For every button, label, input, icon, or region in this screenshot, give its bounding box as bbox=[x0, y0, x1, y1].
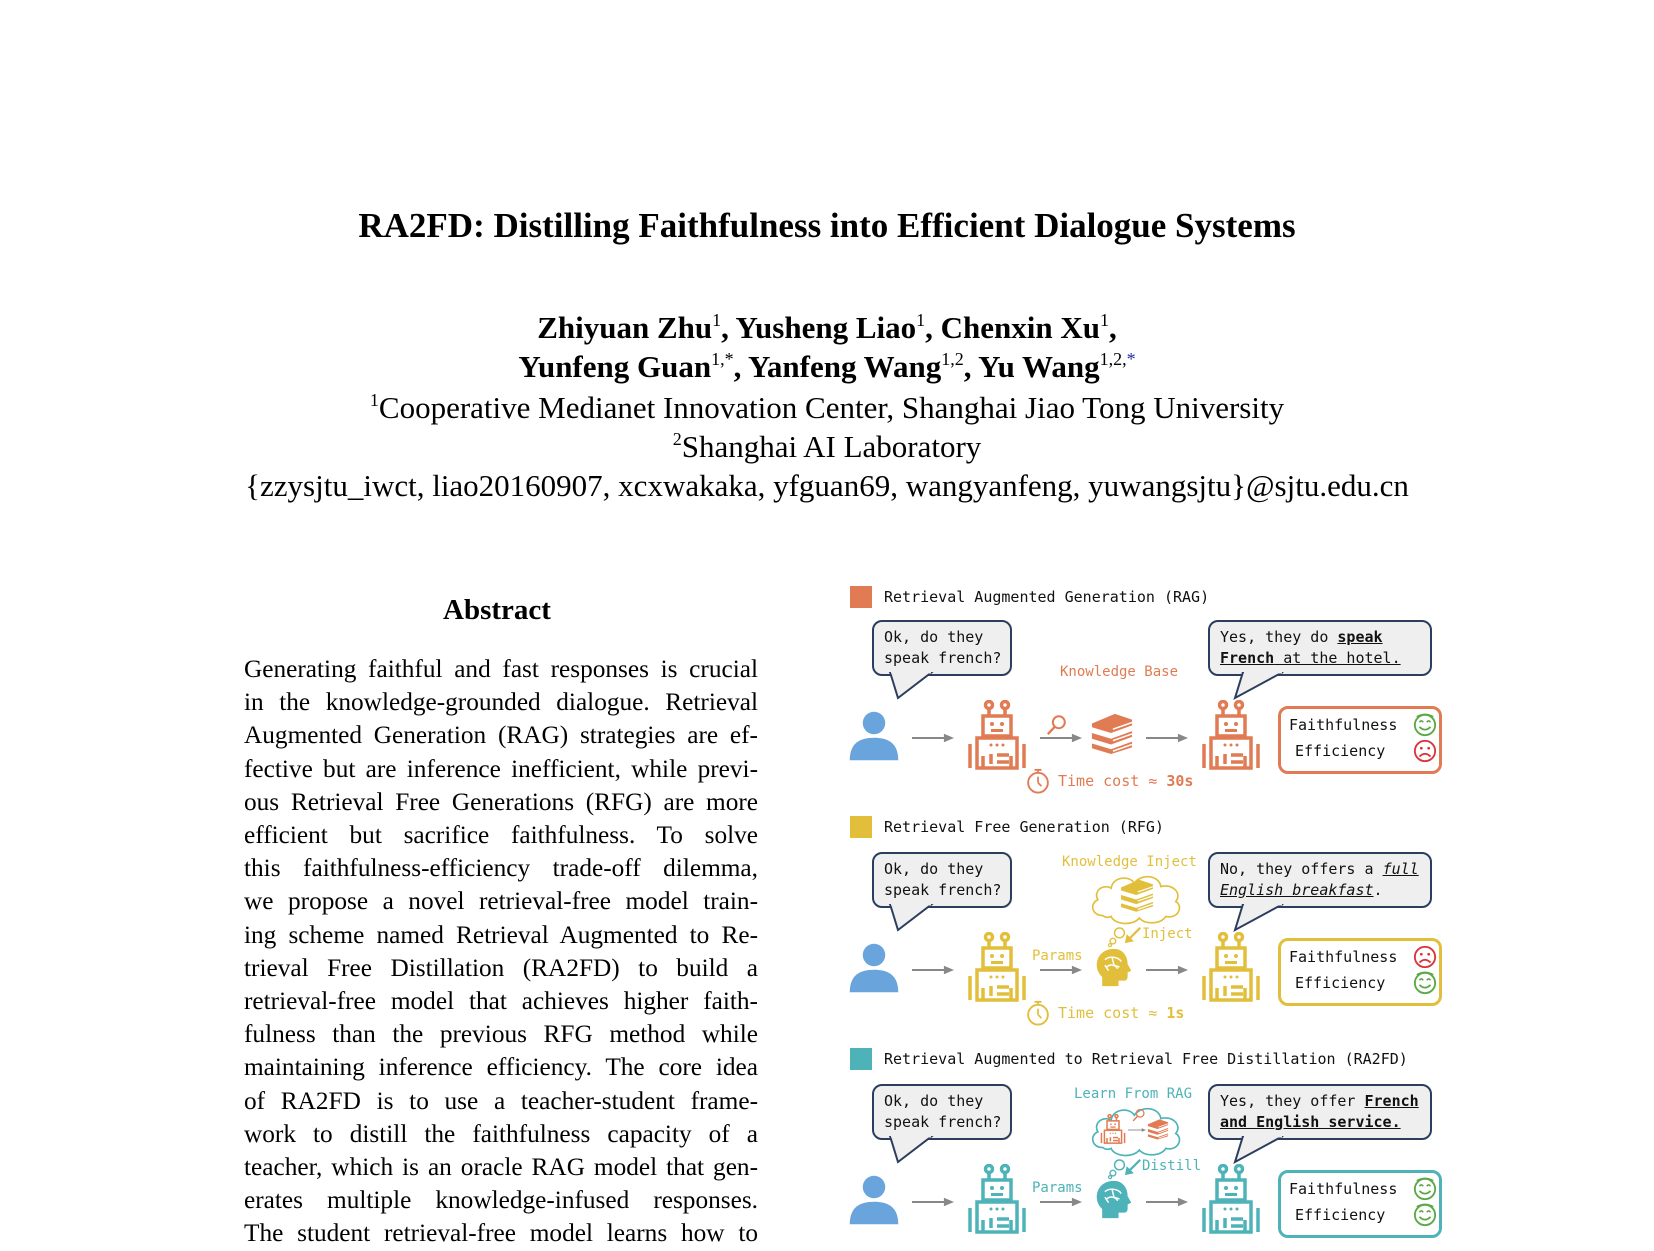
time-cost-value: 1s bbox=[1166, 1004, 1185, 1022]
user-question-bubble bbox=[872, 1084, 1012, 1140]
answer-emphasis: speak bbox=[1337, 628, 1383, 646]
bubble-line bbox=[1220, 1091, 1420, 1112]
author-affil-sup-text: 1,2, bbox=[1099, 349, 1127, 369]
arrow-icon bbox=[1128, 1126, 1146, 1134]
faithfulness-row bbox=[1289, 716, 1397, 734]
arrow-icon bbox=[1040, 964, 1082, 976]
robot-icon bbox=[966, 1164, 1028, 1234]
happy-face-icon bbox=[1413, 713, 1437, 737]
faithfulness-row bbox=[1289, 948, 1397, 966]
bubble-tail bbox=[1233, 1136, 1293, 1166]
knowledge-base-label: Knowledge Base bbox=[1060, 664, 1179, 680]
abstract-line: Generating faithful and fast responses is crucial bbox=[244, 655, 758, 683]
ra2fd-title: Retrieval Augmented to Retrieval Free Distillation (RA2FD) bbox=[884, 1050, 1408, 1068]
brain-head-icon bbox=[1094, 1178, 1134, 1220]
distill-label: Distill bbox=[1142, 1158, 1202, 1174]
bot-answer-bubble bbox=[1208, 620, 1432, 676]
affiliation-1 bbox=[0, 388, 1654, 427]
author-affil-sup: 1,2 bbox=[941, 349, 964, 369]
ra2fd-metric-box bbox=[1278, 1170, 1442, 1238]
arrow-icon bbox=[912, 732, 954, 744]
books-icon bbox=[1088, 712, 1136, 754]
inject-label: Inject bbox=[1142, 926, 1193, 942]
bubble-tail bbox=[1233, 672, 1293, 702]
user-icon bbox=[848, 942, 900, 994]
author-name: Chenxin Xu bbox=[940, 310, 1101, 345]
abstract-line: fulness than the previous RFG method while bbox=[244, 1020, 758, 1049]
books-icon bbox=[1146, 1118, 1170, 1140]
affiliation-text: Shanghai AI Laboratory bbox=[681, 429, 982, 464]
efficiency-row bbox=[1295, 742, 1385, 760]
abstract-body bbox=[244, 653, 758, 1251]
books-icon bbox=[1118, 878, 1156, 912]
answer-text: No, they offers a bbox=[1220, 860, 1383, 878]
rag-color-swatch bbox=[850, 586, 872, 608]
bubble-tail bbox=[1233, 904, 1293, 934]
bot-answer-bubble bbox=[1208, 1084, 1432, 1140]
arrow-icon bbox=[912, 1196, 954, 1208]
bubble-line bbox=[1220, 1112, 1420, 1133]
arrow-icon bbox=[1146, 1196, 1188, 1208]
bubble-line: speak french? bbox=[884, 649, 1002, 667]
rfg-time-cost bbox=[1026, 1000, 1184, 1026]
arrow-icon bbox=[1146, 732, 1188, 744]
search-icon bbox=[1132, 1108, 1146, 1122]
answer-emphasis: and English service. bbox=[1220, 1113, 1401, 1131]
faithfulness-row bbox=[1289, 1180, 1397, 1198]
author-affil-sup: 1 bbox=[1100, 310, 1110, 330]
abstract-line: in the knowledge-grounded dialogue. Retrieval bbox=[244, 688, 758, 717]
bubble-tail bbox=[888, 904, 938, 934]
bubble-line bbox=[1220, 880, 1420, 901]
happy-face-icon bbox=[1413, 971, 1437, 995]
efficiency-label: Efficiency bbox=[1295, 974, 1386, 992]
bubble-line bbox=[1220, 627, 1420, 648]
abstract-line: retrieval-free model that achieves higher faith- bbox=[244, 987, 758, 1016]
author-affil-sup bbox=[1100, 349, 1136, 369]
author-name: Yunfeng Guan bbox=[518, 349, 712, 384]
author-affil-sup: 1 bbox=[712, 310, 722, 330]
abstract-line: ous Retrieval Free Generations (RFG) are more bbox=[244, 787, 758, 816]
abstract-line: fective but are inference inefficient, while previ- bbox=[244, 754, 758, 783]
faithfulness-label: Faithfulness bbox=[1289, 716, 1398, 734]
answer-text: Yes, they offer bbox=[1220, 1092, 1365, 1110]
rag-header bbox=[850, 586, 1209, 608]
affiliation-2 bbox=[0, 427, 1654, 466]
answer-text: . bbox=[1373, 881, 1383, 899]
bubble-line: Ok, do they bbox=[884, 628, 984, 646]
bot-answer-bubble bbox=[1208, 852, 1432, 908]
abstract-line: of RA2FD is to use a teacher-student frame- bbox=[244, 1086, 758, 1115]
abstract-heading: Abstract bbox=[443, 594, 551, 626]
time-cost-label: Time cost ≈ bbox=[1058, 1004, 1167, 1022]
happy-face-icon bbox=[1413, 1203, 1437, 1227]
sad-face-icon bbox=[1413, 739, 1437, 763]
authors-line-2: Yunfeng Guan$^{1,*}$, Yanfeng Wang$^{1,2}$, Yu Wang$^{1,2,*}$ bbox=[518, 349, 1136, 384]
time-cost-label: Time cost ≈ bbox=[1058, 772, 1167, 790]
user-question-bubble bbox=[872, 852, 1012, 908]
bubble-line: speak french? bbox=[884, 881, 1002, 899]
robot-icon bbox=[1200, 1164, 1262, 1234]
clock-icon bbox=[1026, 768, 1050, 794]
ra2fd-header bbox=[850, 1048, 1408, 1070]
distill-arrow-icon bbox=[1124, 1158, 1142, 1176]
robot-icon bbox=[1100, 1114, 1126, 1144]
answer-emphasis: full bbox=[1382, 860, 1419, 878]
abstract-line: teacher, which is an oracle RAG model that gen- bbox=[244, 1153, 758, 1182]
abstract-line: work to distill the faithfulness capacity of a bbox=[244, 1119, 758, 1148]
answer-emphasis: French bbox=[1364, 1092, 1419, 1110]
figure-1 bbox=[850, 590, 1460, 1250]
author-name: Zhiyuan Zhu bbox=[537, 310, 713, 345]
rag-metric-box bbox=[1278, 706, 1442, 774]
corresponding-author-link[interactable]: * bbox=[1126, 349, 1136, 369]
ra2fd-color-swatch bbox=[850, 1048, 872, 1070]
bubble-line: speak french? bbox=[884, 1113, 1002, 1131]
answer-emphasis: English breakfast bbox=[1220, 881, 1374, 899]
answer-text: at the hotel. bbox=[1274, 649, 1401, 667]
bubble-line: Ok, do they bbox=[884, 1092, 984, 1110]
learn-from-rag-label: Learn From RAG bbox=[1074, 1086, 1193, 1102]
robot-icon bbox=[1200, 700, 1262, 770]
params-label: Params bbox=[1032, 948, 1083, 964]
clock-icon bbox=[1026, 1000, 1050, 1026]
affiliation-sup: 1 bbox=[369, 390, 379, 410]
user-icon bbox=[848, 710, 900, 762]
rag-title: Retrieval Augmented Generation (RAG) bbox=[884, 588, 1210, 606]
efficiency-row bbox=[1295, 1206, 1385, 1224]
author-affil-sup: 1,* bbox=[711, 349, 734, 369]
answer-text: Yes, they do bbox=[1220, 628, 1338, 646]
efficiency-row bbox=[1295, 974, 1385, 992]
arrow-icon bbox=[1040, 732, 1082, 744]
arrow-icon bbox=[1146, 964, 1188, 976]
author-name: Yusheng Liao bbox=[735, 310, 917, 345]
sad-face-icon bbox=[1413, 945, 1437, 969]
answer-emphasis: French bbox=[1220, 649, 1275, 667]
abstract-line: we propose a novel retrieval-free model train- bbox=[244, 887, 758, 916]
robot-icon bbox=[966, 932, 1028, 1002]
abstract-line: this faithfulness-efficiency trade-off dilemma, bbox=[244, 854, 758, 883]
abstract-line: erates multiple knowledge-infused responses. bbox=[244, 1186, 758, 1215]
faithfulness-label: Faithfulness bbox=[1289, 1180, 1398, 1198]
author-list bbox=[0, 308, 1654, 386]
params-label: Params bbox=[1032, 1180, 1083, 1196]
paper-title: RA2FD: Distilling Faithfulness into Efficient Dialogue Systems bbox=[358, 206, 1296, 245]
rag-time-cost bbox=[1026, 768, 1193, 794]
author-name: Yu Wang bbox=[978, 349, 1100, 384]
rfg-metric-box bbox=[1278, 938, 1442, 1006]
affiliation-sup: 2 bbox=[672, 429, 682, 449]
rfg-header bbox=[850, 816, 1164, 838]
knowledge-inject-label: Knowledge Inject bbox=[1062, 854, 1197, 870]
brain-head-icon bbox=[1094, 946, 1134, 988]
bubble-tail bbox=[888, 672, 938, 702]
author-emails: {zzysjtu_iwct, liao20160907, xcxwakaka, yfguan69, wangyanfeng, yuwangsjtu}@sjtu.edu.cn bbox=[245, 468, 1409, 503]
bubble-line bbox=[1220, 859, 1420, 880]
abstract-line: Augmented Generation (RAG) strategies are ef- bbox=[244, 721, 758, 750]
inject-arrow-icon bbox=[1124, 926, 1142, 944]
user-icon bbox=[848, 1174, 900, 1226]
abstract-line: ing scheme named Retrieval Augmented to Re- bbox=[244, 920, 758, 949]
authors-line-1: Zhiyuan Zhu$^1$, Yusheng Liao$^1$, Chenxin Xu$^1$, bbox=[537, 310, 1117, 345]
bubble-line: Ok, do they bbox=[884, 860, 984, 878]
bubble-tail bbox=[888, 1136, 938, 1166]
rfg-title: Retrieval Free Generation (RFG) bbox=[884, 818, 1164, 836]
efficiency-label: Efficiency bbox=[1295, 1206, 1386, 1224]
robot-icon bbox=[1200, 932, 1262, 1002]
happy-face-icon bbox=[1413, 1177, 1437, 1201]
user-question-bubble bbox=[872, 620, 1012, 676]
time-cost-value: 30s bbox=[1166, 772, 1194, 790]
author-name: Yanfeng Wang bbox=[747, 349, 942, 384]
abstract-line: maintaining inference efficiency. The core idea bbox=[244, 1053, 758, 1082]
bubble-line bbox=[1220, 648, 1420, 669]
abstract-line: efficient but sacrifice faithfulness. To solve bbox=[244, 821, 758, 850]
author-affil-sup: 1 bbox=[916, 310, 926, 330]
abstract-line: The student retrieval-free model learns how to bbox=[244, 1219, 758, 1248]
affiliation-text: Cooperative Medianet Innovation Center, Shanghai Jiao Tong University bbox=[378, 390, 1285, 425]
arrow-icon bbox=[912, 964, 954, 976]
arrow-icon bbox=[1040, 1196, 1082, 1208]
robot-icon bbox=[966, 700, 1028, 770]
efficiency-label: Efficiency bbox=[1295, 742, 1386, 760]
rfg-color-swatch bbox=[850, 816, 872, 838]
faithfulness-label: Faithfulness bbox=[1289, 948, 1398, 966]
abstract-line: trieval Free Distillation (RA2FD) to build a bbox=[244, 953, 758, 982]
